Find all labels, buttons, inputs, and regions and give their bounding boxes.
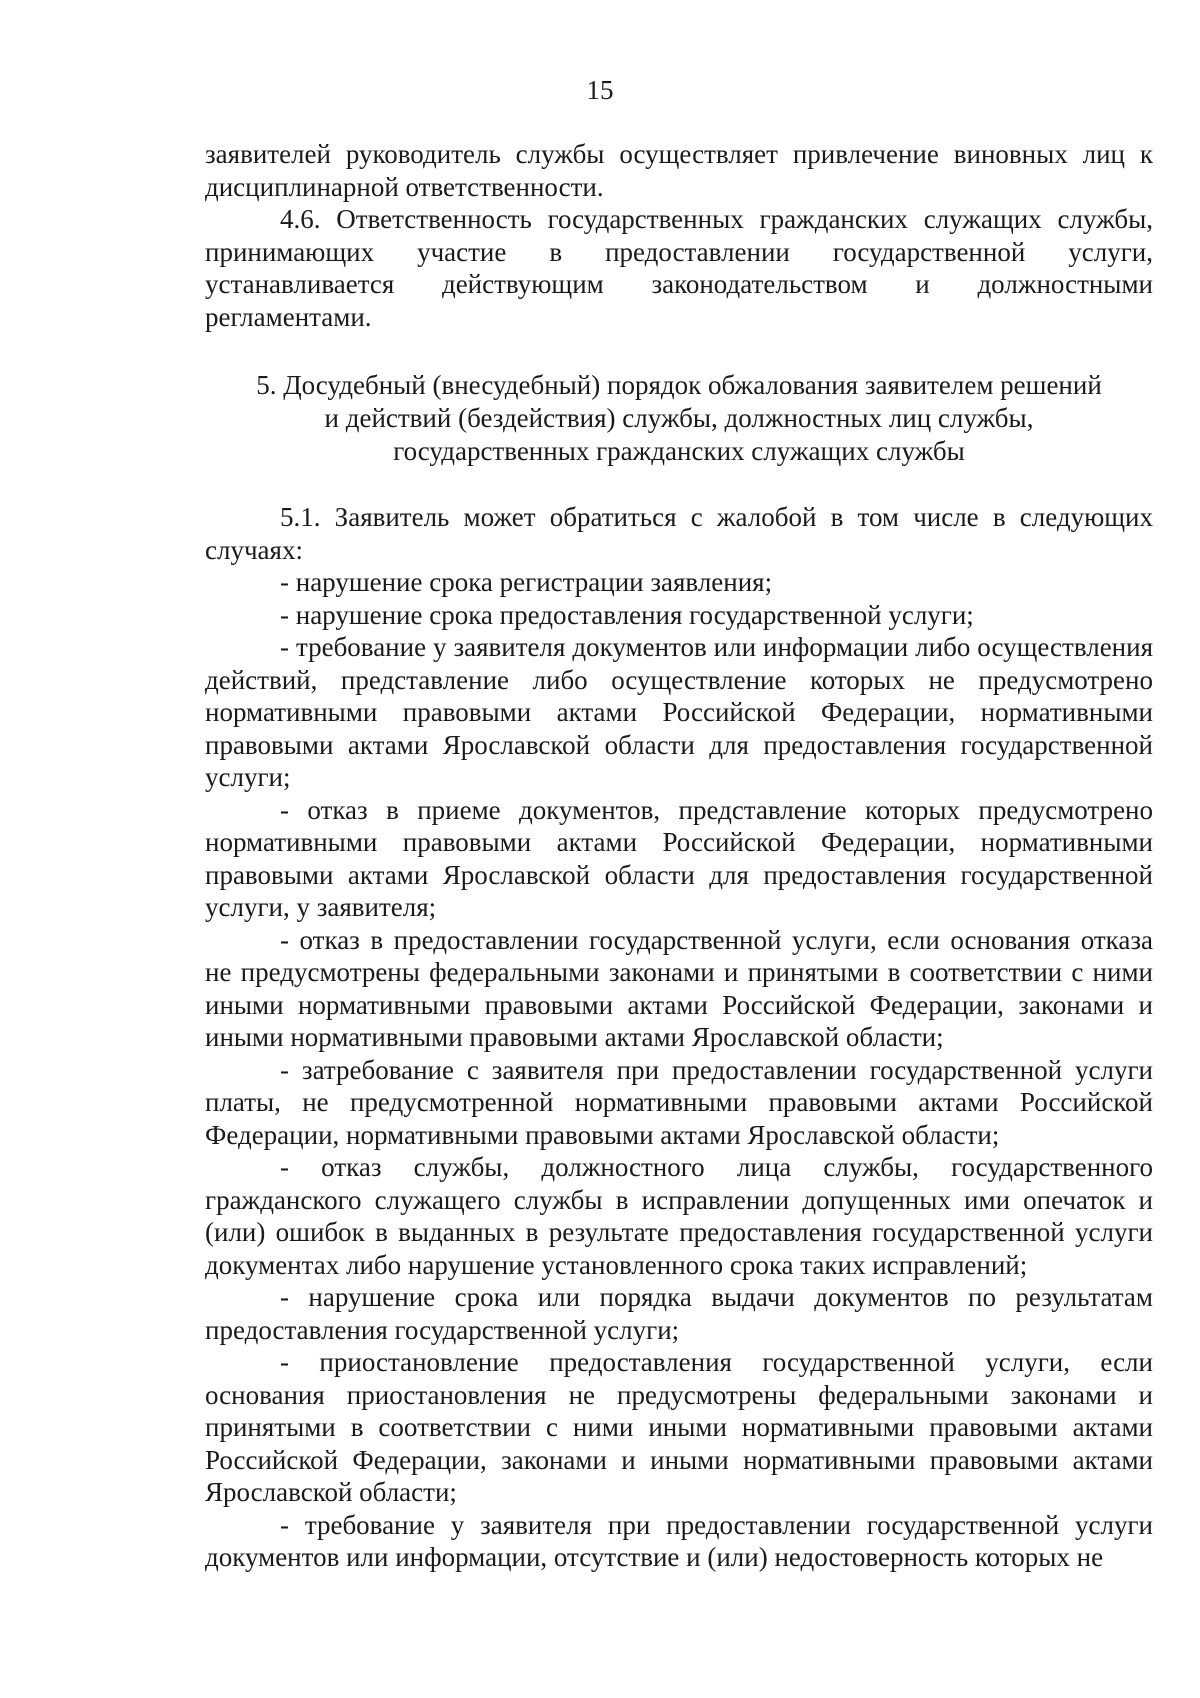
list-item: - отказ в приеме документов, представление которых предусмотрено нормативными правовыми актами Российской Федерации, нормативными правовыми актами Ярославской области для предоставления государственной услуги, у заявителя; (205, 794, 1153, 922)
list-item: - требование у заявителя документов или информации либо осуществления действий, представление либо осуществление которых не предусмотрено нормативными правовыми актами Российской Федерации, нормативными правовыми актами Ярославской области для предоставления государственной услуги; (205, 632, 1153, 792)
list-item: - нарушение срока или порядка выдачи документов по результатам предоставления государственной услуги; (205, 1282, 1153, 1345)
paragraph: 5.1. Заявитель может обратиться с жалобой в том числе в следующих случаях: (205, 502, 1153, 565)
list-item: - отказ в предоставлении государственной услуги, если основания отказа не предусмотрены федеральными законами и принятыми в соответствии с ними иными нормативными правовыми актами Российской Федерации, законами и иными нормативными правовыми актами Ярославской области; (205, 924, 1153, 1052)
page-number: 15 (586, 75, 614, 105)
paragraph: заявителей руководитель службы осуществляет привлечение виновных лиц к дисциплинарной ответственности. (205, 139, 1153, 202)
list-item: - нарушение срока предоставления государственной услуги; (280, 599, 974, 630)
list-item: - нарушение срока регистрации заявления; (280, 567, 773, 597)
list-item: - приостановление предоставления государственной услуги, если основания приостановления не предусмотрены федеральными законами и принятыми в соответствии с ними иными нормативными правовыми актами Российской Федерации, законами и иными нормативными правовыми актами Ярославской области; (205, 1347, 1153, 1507)
list-item: - требование у заявителя при предоставлении государственной услуги документов или информации, отсутствие и (или) недостоверность которых не (205, 1509, 1153, 1572)
paragraph: 4.6. Ответственность государственных гражданских служащих службы, принимающих участие в предоставлении государственной услуги, устанавливается действующим законодательством и должностными регламентами. (205, 204, 1153, 332)
list-item: - отказ службы, должностного лица службы, государственного гражданского служащего службы в исправлении допущенных ими опечаток и (или) ошибок в выданных в результате предоставления государственной услуги документах либо нарушение установленного срока таких исправлений; (205, 1152, 1153, 1280)
section-heading-line: государственных гражданских служащих службы (393, 436, 965, 466)
section-heading-line: 5. Досудебный (внесудебный) порядок обжалования заявителем решений (256, 370, 1102, 400)
section-heading (205, 369, 1153, 468)
section-heading-line: и действий (бездействия) службы, должностных лиц службы, (324, 403, 1034, 433)
document-body (205, 138, 1153, 1574)
list-item: - затребование с заявителя при предоставлении государственной услуги платы, не предусмотренной нормативными правовыми актами Российской Федерации, нормативными правовыми актами Ярославской области; (205, 1054, 1153, 1150)
